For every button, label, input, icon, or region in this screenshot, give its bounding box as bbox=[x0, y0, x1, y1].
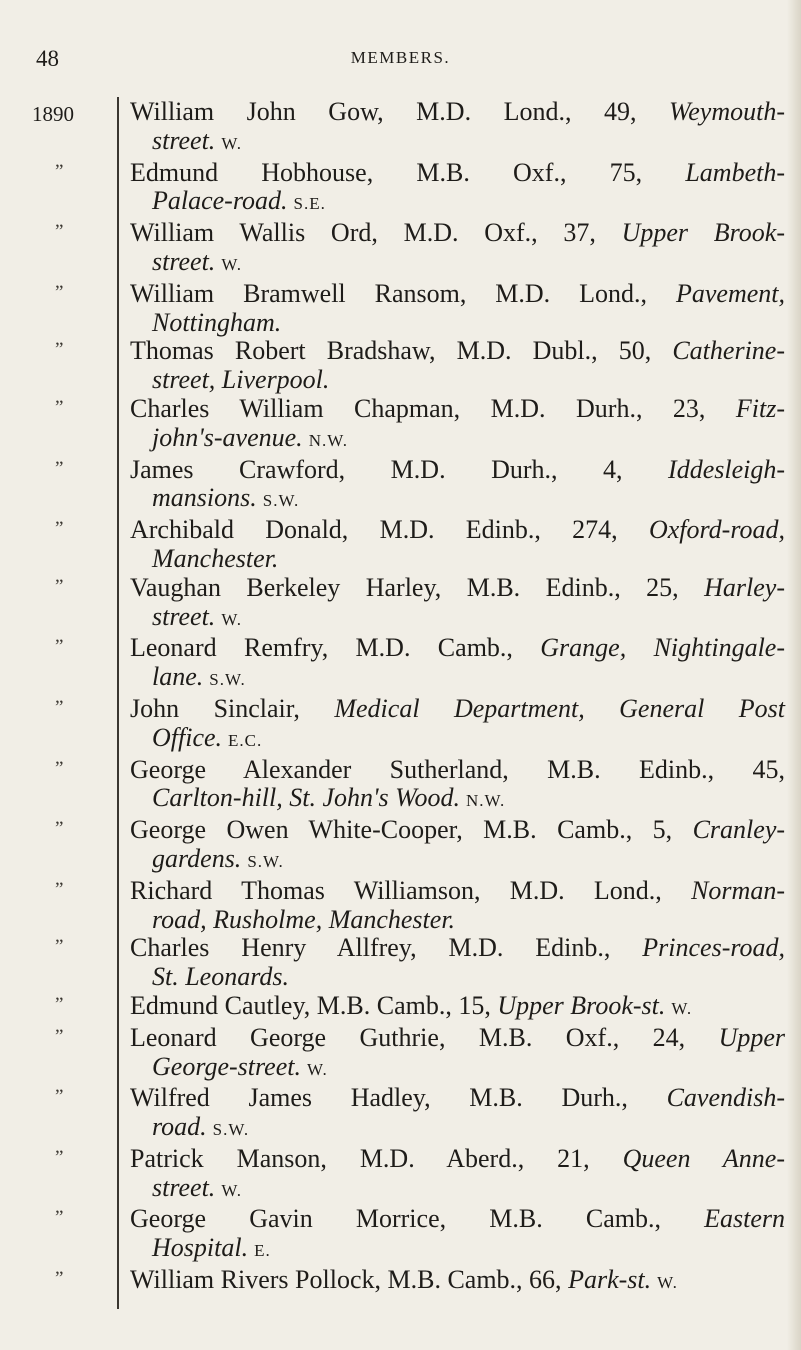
member-address: Norman- bbox=[691, 875, 785, 905]
postal-district: S.W. bbox=[209, 670, 246, 690]
member-address: Harley- bbox=[704, 572, 785, 602]
ditto-mark: ” bbox=[55, 1207, 64, 1229]
entry-first-line bbox=[130, 1084, 785, 1113]
postal-district: E.C. bbox=[228, 730, 263, 750]
member-entry bbox=[0, 877, 801, 935]
member-name: George Alexander Sutherland, M.B. Edinb., 45, bbox=[130, 754, 785, 784]
member-name: Edmund Cautley, M.B. Camb., 15, bbox=[130, 990, 491, 1020]
member-address: Lambeth- bbox=[685, 157, 786, 187]
member-name: Leonard George Guthrie, M.B. Oxf., 24, bbox=[130, 1022, 686, 1052]
member-address: Catherine- bbox=[672, 336, 785, 366]
entry-first-line bbox=[130, 992, 785, 1024]
entry-continuation-line bbox=[130, 603, 801, 635]
ditto-mark: ” bbox=[55, 636, 64, 658]
entry-first-line bbox=[130, 1205, 785, 1234]
member-name: Archibald Donald, M.D. Edinb., 274, bbox=[130, 515, 618, 545]
member-entry bbox=[0, 992, 801, 1024]
member-address-continued: street. bbox=[152, 246, 216, 276]
member-address: Park-st. bbox=[568, 1265, 652, 1295]
member-name: George Gavin Morrice, M.B. Camb., bbox=[130, 1204, 661, 1234]
ditto-mark: ” bbox=[55, 1268, 64, 1290]
member-address: Medical Department, General Post bbox=[334, 693, 786, 723]
entry-continuation-line bbox=[130, 663, 801, 695]
entry-first-line bbox=[130, 877, 785, 906]
ditto-mark: ” bbox=[55, 221, 64, 243]
member-address: Upper bbox=[718, 1022, 786, 1052]
member-entry bbox=[0, 1205, 801, 1266]
entry-first-line bbox=[130, 219, 785, 248]
entry-first-line bbox=[130, 756, 785, 785]
member-address-continued: St. Leonards. bbox=[152, 962, 289, 992]
page-number: 48 bbox=[36, 46, 59, 71]
ditto-mark: ” bbox=[55, 281, 64, 303]
member-name: Thomas Robert Bradshaw, M.D. Dubl., 50, bbox=[130, 336, 652, 366]
ditto-mark: ” bbox=[55, 936, 64, 958]
postal-district: S.W. bbox=[262, 491, 300, 511]
member-name: Vaughan Berkeley Harley, M.B. Edinb., 25, bbox=[130, 572, 679, 602]
member-address-continued: gardens. bbox=[152, 843, 242, 873]
member-address-continued: Office. bbox=[152, 722, 223, 752]
member-name: Patrick Manson, M.D. Aberd., 21, bbox=[130, 1143, 590, 1173]
member-name: William Wallis Ord, M.D. Oxf., 37, bbox=[130, 218, 596, 248]
ditto-mark: ” bbox=[55, 1146, 64, 1168]
entry-continuation-line bbox=[130, 127, 801, 159]
entry-first-line bbox=[130, 1266, 785, 1298]
entry-continuation-line bbox=[130, 309, 801, 338]
member-address-continued: Carlton-hill, St. John's Wood. bbox=[152, 783, 460, 813]
member-name: Leonard Remfry, M.D. Camb., bbox=[130, 633, 513, 663]
member-address: Queen Anne- bbox=[622, 1143, 786, 1173]
entry-first-line bbox=[130, 574, 785, 603]
member-address-continued: George-street. bbox=[152, 1051, 301, 1081]
entry-continuation-line bbox=[130, 1053, 801, 1085]
entry-first-line bbox=[130, 280, 785, 309]
member-name: George Owen White-Cooper, M.B. Camb., 5, bbox=[130, 815, 673, 845]
entry-first-line bbox=[130, 1024, 785, 1053]
member-name: Wilfred James Hadley, M.B. Durh., bbox=[130, 1083, 628, 1113]
ditto-mark: ” bbox=[55, 575, 64, 597]
entry-continuation-line bbox=[130, 724, 801, 756]
running-head: MEMBERS. bbox=[350, 48, 451, 67]
member-address: Cavendish- bbox=[666, 1083, 785, 1113]
ditto-mark: ” bbox=[55, 757, 64, 779]
member-address-continued: mansions. bbox=[152, 483, 257, 513]
entry-continuation-line bbox=[130, 845, 801, 877]
member-entry bbox=[0, 280, 801, 338]
entry-first-line bbox=[130, 395, 785, 424]
postal-district: N.W. bbox=[308, 430, 348, 450]
member-entry bbox=[0, 516, 801, 574]
entry-continuation-line bbox=[130, 784, 801, 816]
page-header bbox=[0, 46, 801, 76]
ditto-mark: ” bbox=[55, 396, 64, 418]
ditto-mark: ” bbox=[55, 1086, 64, 1108]
member-entry bbox=[0, 337, 801, 395]
member-entry bbox=[0, 816, 801, 877]
entry-first-line bbox=[130, 456, 785, 485]
entry-first-line bbox=[130, 934, 785, 963]
member-entry bbox=[0, 574, 801, 635]
member-name: William Bramwell Ransom, M.D. Lond., bbox=[130, 278, 648, 308]
entry-first-line bbox=[130, 98, 785, 127]
member-address-continued: Manchester. bbox=[152, 543, 279, 573]
member-address: Cranley- bbox=[692, 815, 786, 845]
entry-first-line bbox=[130, 695, 785, 724]
member-address-continued: Palace-road. bbox=[152, 186, 288, 216]
member-entry bbox=[0, 1084, 801, 1145]
entry-first-line bbox=[130, 816, 785, 845]
member-address: Upper Brook- bbox=[621, 218, 786, 248]
member-entry bbox=[0, 219, 801, 280]
entry-first-line bbox=[130, 159, 785, 188]
ditto-mark: ” bbox=[55, 1025, 64, 1047]
entry-continuation-line bbox=[130, 1113, 801, 1145]
member-address-continued: street. bbox=[152, 125, 216, 155]
postal-district: W. bbox=[221, 254, 243, 274]
member-name: William John Gow, M.D. Lond., 49, bbox=[130, 97, 637, 126]
ditto-mark: ” bbox=[55, 518, 64, 540]
member-entry bbox=[0, 456, 801, 517]
entry-continuation-line bbox=[130, 424, 801, 456]
member-entry bbox=[0, 695, 801, 756]
member-address: Princes-road, bbox=[642, 933, 786, 963]
member-address-continued: Hospital. bbox=[152, 1233, 249, 1263]
member-address-continued: street, Liverpool. bbox=[152, 365, 330, 395]
entry-continuation-line bbox=[130, 1174, 801, 1206]
postal-district: W. bbox=[221, 1180, 243, 1200]
entry-continuation-line bbox=[130, 187, 801, 219]
member-address-continued: street. bbox=[152, 1172, 216, 1202]
member-address-continued: road, Rusholme, Manchester. bbox=[152, 904, 456, 934]
member-name: James Crawford, M.D. Durh., 4, bbox=[130, 454, 623, 484]
member-address: Fitz- bbox=[735, 393, 785, 423]
election-year: 1890 bbox=[32, 102, 74, 126]
ditto-mark: ” bbox=[55, 457, 64, 479]
member-entry bbox=[0, 1024, 801, 1085]
member-name: John Sinclair, bbox=[130, 693, 300, 723]
entry-continuation-line bbox=[130, 1234, 801, 1266]
ditto-mark: ” bbox=[55, 696, 64, 718]
member-address: Pavement, bbox=[676, 278, 786, 308]
postal-district: S.W. bbox=[247, 851, 284, 871]
member-entry bbox=[0, 98, 801, 159]
ditto-mark: ” bbox=[55, 818, 64, 840]
members-list bbox=[0, 98, 801, 1298]
postal-district: W. bbox=[306, 1059, 328, 1079]
postal-district: W. bbox=[221, 133, 243, 153]
entry-first-line bbox=[130, 516, 785, 545]
member-address: Eastern bbox=[704, 1204, 786, 1234]
member-entry bbox=[0, 756, 801, 817]
entry-continuation-line bbox=[130, 248, 801, 280]
member-entry bbox=[0, 159, 801, 220]
entry-first-line bbox=[130, 337, 785, 366]
member-name: Edmund Hobhouse, M.B. Oxf., 75, bbox=[130, 157, 643, 187]
member-entry bbox=[0, 634, 801, 695]
member-address-continued: john's-avenue. bbox=[152, 422, 303, 452]
member-address-continued: lane. bbox=[152, 662, 204, 692]
ditto-mark: ” bbox=[55, 993, 64, 1015]
member-name: Charles William Chapman, M.D. Durh., 23, bbox=[130, 393, 706, 423]
postal-district: S.E. bbox=[293, 194, 326, 214]
postal-district: S.W. bbox=[212, 1120, 250, 1140]
ditto-mark: ” bbox=[55, 160, 64, 182]
member-entry bbox=[0, 1145, 801, 1206]
member-address-continued: road. bbox=[152, 1112, 207, 1142]
member-address-continued: street. bbox=[152, 601, 216, 631]
member-address: Iddesleigh- bbox=[668, 454, 785, 484]
postal-district: W. bbox=[221, 609, 243, 629]
postal-district: E. bbox=[254, 1241, 271, 1261]
member-name: William Rivers Pollock, M.B. Camb., 66, bbox=[130, 1265, 562, 1295]
entry-first-line bbox=[130, 1145, 785, 1174]
postal-district: N.W. bbox=[465, 791, 506, 811]
member-address-continued: Nottingham. bbox=[152, 307, 282, 337]
member-name: Charles Henry Allfrey, M.D. Edinb., bbox=[130, 933, 611, 963]
postal-district: W. bbox=[671, 998, 693, 1018]
member-entry bbox=[0, 934, 801, 992]
member-name: Richard Thomas Williamson, M.D. Lond., bbox=[130, 875, 662, 905]
member-entry bbox=[0, 1266, 801, 1298]
member-address: Grange, Nightingale- bbox=[540, 633, 786, 663]
member-address: Weymouth- bbox=[668, 97, 785, 126]
entry-continuation-line bbox=[130, 366, 801, 395]
ditto-mark: ” bbox=[55, 878, 64, 900]
entry-first-line bbox=[130, 634, 785, 663]
member-address: Oxford-road, bbox=[648, 515, 785, 545]
entry-continuation-line bbox=[130, 906, 801, 935]
member-entry bbox=[0, 395, 801, 456]
entry-continuation-line bbox=[130, 545, 801, 574]
entry-continuation-line bbox=[130, 484, 801, 516]
ditto-mark: ” bbox=[55, 339, 64, 361]
entry-continuation-line bbox=[130, 963, 801, 992]
member-address: Upper Brook-st. bbox=[497, 990, 666, 1020]
postal-district: W. bbox=[657, 1273, 678, 1293]
